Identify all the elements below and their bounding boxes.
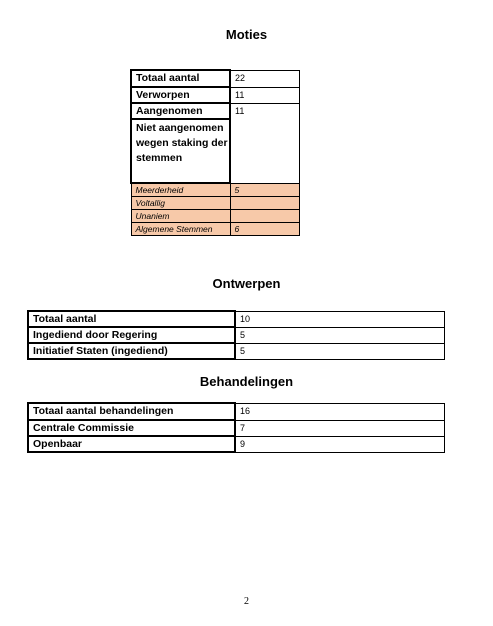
table-row <box>131 210 299 223</box>
moties-label-algemene-stemmen: Algemene Stemmen <box>131 223 230 236</box>
table-row <box>131 223 299 236</box>
behandelingen-value-centrale: 7 <box>235 420 444 436</box>
page-number: 2 <box>244 596 249 607</box>
table-row <box>28 327 444 343</box>
ontwerpen-label-totaal: Totaal aantal <box>28 311 235 327</box>
behandelingen-table <box>27 402 445 453</box>
moties-value-algemene-stemmen: 6 <box>230 223 299 236</box>
moties-value-aangenomen: 11 <box>230 103 299 183</box>
moties-value-totaal: 22 <box>230 70 299 87</box>
moties-value-meerderheid: 5 <box>230 183 299 197</box>
ontwerpen-heading: Ontwerpen <box>212 276 281 291</box>
ontwerpen-value-totaal: 10 <box>235 311 444 327</box>
moties-table <box>130 69 300 236</box>
behandelingen-value-openbaar: 9 <box>235 436 444 452</box>
behandelingen-label-totaal: Totaal aantal behandelingen <box>28 403 235 420</box>
table-row <box>131 183 299 197</box>
moties-label-aangenomen: Aangenomen <box>131 103 230 119</box>
ontwerpen-value-regering: 5 <box>235 327 444 343</box>
behandelingen-value-totaal: 16 <box>235 403 444 420</box>
ontwerpen-value-initiatief: 5 <box>235 343 444 359</box>
moties-label-totaal: Totaal aantal <box>131 70 230 87</box>
table-row <box>131 87 299 103</box>
behandelingen-heading: Behandelingen <box>199 374 294 389</box>
table-row <box>131 70 299 87</box>
moties-value-verworpen: 11 <box>230 87 299 103</box>
ontwerpen-label-regering: Ingediend door Regering <box>28 327 235 343</box>
table-row <box>28 420 444 436</box>
ontwerpen-table <box>27 310 445 360</box>
table-row <box>28 311 444 327</box>
moties-label-niet-aangenomen: Niet aangenomen wegen staking der stemmen <box>131 119 230 183</box>
table-row <box>28 436 444 452</box>
table-row <box>131 197 299 210</box>
moties-heading: Moties <box>225 27 268 42</box>
moties-label-unaniem: Unaniem <box>131 210 230 223</box>
behandelingen-label-centrale: Centrale Commissie <box>28 420 235 436</box>
moties-label-meerderheid: Meerderheid <box>131 183 230 197</box>
behandelingen-label-openbaar: Openbaar <box>28 436 235 452</box>
moties-label-verworpen: Verworpen <box>131 87 230 103</box>
table-row <box>28 403 444 420</box>
table-row <box>28 343 444 359</box>
moties-value-unaniem <box>230 210 299 223</box>
moties-label-voltallig: Voltallig <box>131 197 230 210</box>
moties-value-voltallig <box>230 197 299 210</box>
table-row <box>131 103 299 119</box>
ontwerpen-label-initiatief: Initiatief Staten (ingediend) <box>28 343 235 359</box>
